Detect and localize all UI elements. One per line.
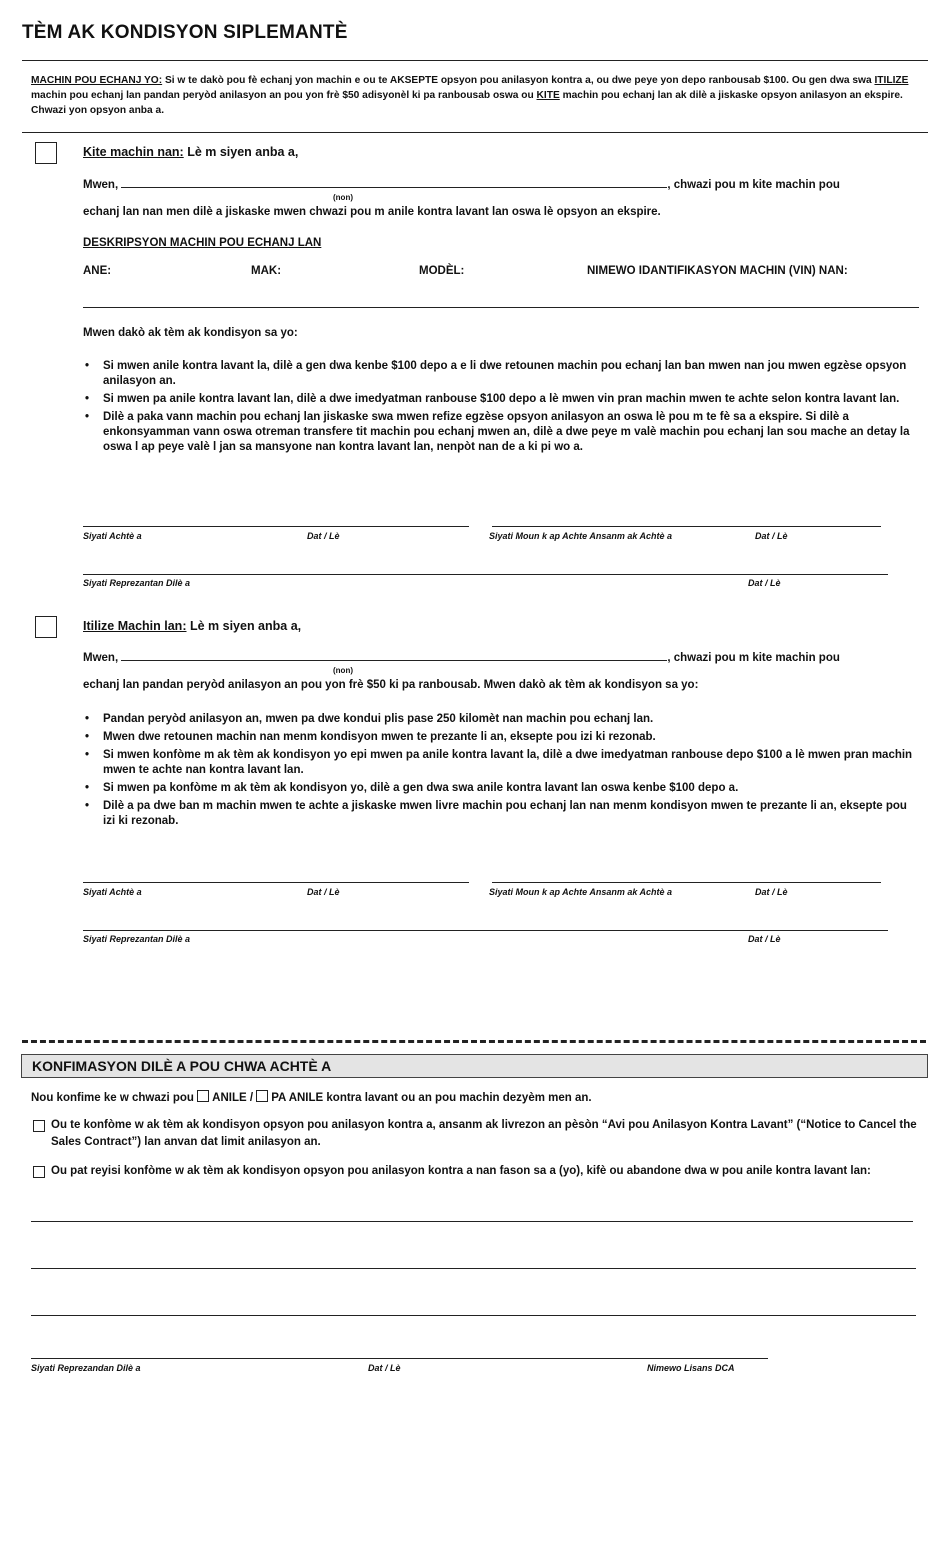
confirmation-header-bar bbox=[21, 1054, 928, 1078]
cut-line bbox=[22, 1040, 926, 1043]
date-label: Dat / Lè bbox=[748, 578, 781, 588]
confirm-pre: Nou konfime ke w chwazi pou bbox=[31, 1092, 194, 1104]
name-field[interactable] bbox=[121, 176, 667, 188]
anile-label: ANILE / bbox=[212, 1092, 254, 1104]
cobuyer-signature-label: Siyati Moun k ap Achte Ansanm ak Achtè a bbox=[489, 887, 673, 897]
license-label: Nimewo Lisans DCA bbox=[647, 1363, 735, 1373]
dealer-rep-signature-label: Siyati Reprezantan Dilè a bbox=[83, 934, 191, 944]
section2-bullets bbox=[83, 712, 921, 832]
confirm-option-1 bbox=[31, 1117, 921, 1151]
pa-anile-checkbox[interactable] bbox=[256, 1090, 268, 1102]
cobuyer-signature-field[interactable] bbox=[492, 882, 881, 883]
section1-heading bbox=[83, 145, 298, 159]
section2-line-end: , chwazi pou m kite machin pou bbox=[667, 652, 840, 664]
buyer-signature-label: Siyati Achtè a bbox=[83, 887, 142, 897]
list-item: • Si mwen pa anile kontra lavant lan, dilè a dwe imedyatman ranbouse $100 depo a lè mwen vin pran machin mwen te achte selon kontra lavant lan. bbox=[83, 392, 921, 407]
intro-text-3: machin pou echanj lan ak dilè a jiskaske opsyon anilasyon an ekspire. Chwazi yon opsyon anba a. bbox=[31, 90, 903, 116]
section2-heading bbox=[83, 619, 301, 633]
date-label: Dat / Lè bbox=[368, 1363, 401, 1373]
date-label: Dat / Lè bbox=[755, 887, 788, 897]
confirmation-line bbox=[31, 1090, 592, 1104]
intro-paragraph bbox=[31, 73, 921, 118]
anile-checkbox[interactable] bbox=[197, 1090, 209, 1102]
date-label: Dat / Lè bbox=[307, 887, 340, 897]
date-label: Dat / Lè bbox=[748, 934, 781, 944]
list-item: • Si mwen anile kontra lavant la, dilè a gen dwa kenbe $100 depo a e li dwe retounen machin pou echanj lan ban mwen nan jou mwen egzèse opsyon anilasyon an. bbox=[83, 359, 921, 389]
cobuyer-signature-label: Siyati Moun k ap Achte Ansanm ak Achtè a bbox=[489, 531, 673, 541]
list-item: • Dilè a pa dwe ban m machin mwen te achte a jiskaske mwen livre machin pou echanj lan nan menm kondisyon mwen te prezante li an, eksepte pou izi ki rezonab. bbox=[83, 799, 921, 829]
confirmation-heading: KONFIMASYON DILÈ A POU CHWA ACHTÈ A bbox=[32, 1058, 332, 1074]
option-2-text: Ou pat reyisi konfòme w ak tèm ak kondisyon opsyon pou anilasyon kontra a nan fason sa a (yo), kifè ou abandone dwa w pou anile kontra lavant lan: bbox=[51, 1165, 871, 1177]
buyer-signature-label: Siyati Achtè a bbox=[83, 531, 142, 541]
non-label: (non) bbox=[333, 666, 353, 675]
intro-kite: KITE bbox=[536, 90, 560, 101]
divider bbox=[22, 60, 928, 61]
confirmation-signature-field[interactable] bbox=[31, 1358, 768, 1359]
reason-line[interactable] bbox=[31, 1221, 913, 1222]
list-item: • Mwen dwe retounen machin nan menm kondisyon mwen te prezante li an, eksepte pou izi ki rezonab. bbox=[83, 730, 921, 745]
intro-text-1: Si w te dakò pou fè echanj yon machin e ou te AKSEPTE opsyon pou anilasyon kontra a, ou dwe peye yon depo ranbousab $100. Ou gen dwa swa bbox=[162, 75, 875, 86]
section1-heading-rest: Lè m siyen anba a, bbox=[183, 145, 299, 159]
section1-heading-label: Kite machin nan: bbox=[83, 145, 184, 159]
col-model: MODÈL: bbox=[419, 265, 465, 277]
buyer-signature-field[interactable] bbox=[83, 882, 469, 883]
section2-heading-rest: Lè m siyen anba a, bbox=[186, 619, 302, 633]
mwen-label: Mwen, bbox=[83, 652, 119, 664]
intro-itilize: ITILIZE bbox=[874, 75, 909, 86]
vehicle-description-heading: DESKRIPSYON MACHIN POU ECHANJ LAN bbox=[83, 237, 322, 249]
section1-bullets bbox=[83, 359, 921, 458]
reason-line[interactable] bbox=[31, 1315, 916, 1316]
divider bbox=[22, 132, 928, 133]
date-label: Dat / Lè bbox=[755, 531, 788, 541]
confirm-option-2 bbox=[31, 1163, 921, 1180]
col-vin: NIMEWO IDANTIFIKASYON MACHIN (VIN) NAN: bbox=[587, 265, 848, 277]
kite-machin-checkbox[interactable] bbox=[35, 142, 57, 164]
pa-anile-label: PA ANILE bbox=[271, 1092, 324, 1104]
itilize-machin-checkbox[interactable] bbox=[35, 616, 57, 638]
section2-line2: echanj lan pandan peryòd anilasyon an pou yon frè $50 ki pa ranbousab. Mwen dakò ak tèm ak kondisyon sa yo: bbox=[83, 679, 699, 691]
non-label: (non) bbox=[333, 193, 353, 202]
vehicle-info-field[interactable] bbox=[83, 307, 919, 308]
reason-line[interactable] bbox=[31, 1268, 916, 1269]
cobuyer-signature-field[interactable] bbox=[492, 526, 881, 527]
section2-name-line bbox=[83, 649, 840, 664]
dealer-signature-field[interactable] bbox=[83, 930, 888, 931]
agree-text: Mwen dakò ak tèm ak kondisyon sa yo: bbox=[83, 327, 298, 339]
option-1-checkbox[interactable] bbox=[33, 1120, 45, 1132]
name-field[interactable] bbox=[121, 649, 667, 661]
section1-name-line bbox=[83, 176, 840, 191]
buyer-signature-field[interactable] bbox=[83, 526, 469, 527]
section2-heading-label: Itilize Machin lan: bbox=[83, 619, 187, 633]
list-item: • Si mwen pa konfòme m ak tèm ak kondisyon yo, dilè a gen dwa swa anile kontra lavant lan oswa kenbe $100 depo a. bbox=[83, 781, 921, 796]
section1-line2: echanj lan nan men dilè a jiskaske mwen chwazi pou m anile kontra lavant lan oswa lè opsyon an ekspire. bbox=[83, 206, 661, 218]
page-title: TÈM AK KONDISYON SIPLEMANTÈ bbox=[22, 22, 348, 43]
list-item: • Pandan peryòd anilasyon an, mwen pa dwe kondui plis pase 250 kilomèt nan machin pou echanj lan. bbox=[83, 712, 921, 727]
dealer-rep-signature-label: Siyati Reprezandan Dilè a bbox=[31, 1363, 141, 1373]
dealer-signature-field[interactable] bbox=[83, 574, 888, 575]
dealer-rep-signature-label: Siyati Reprezantan Dilè a bbox=[83, 578, 191, 588]
intro-text-2: machin pou echanj lan pandan peryòd anilasyon an pou yon frè $50 adisyonèl ki pa ranbousab oswa ou bbox=[31, 90, 537, 101]
option-1-text: Ou te konfòme w ak tèm ak kondisyon opsyon pou anilasyon kontra a, ansanm ak livrezon an pèsòn “Avi pou Anilasyon Kontra Lavant” (“Notice to Cancel the Sales Contract”) lan anvan dat limit anilasyon an. bbox=[51, 1119, 917, 1148]
col-make: MAK: bbox=[251, 265, 282, 277]
col-year: ANE: bbox=[83, 265, 112, 277]
mwen-label: Mwen, bbox=[83, 179, 119, 191]
confirm-post: kontra lavant ou an pou machin dezyèm men an. bbox=[326, 1092, 592, 1104]
intro-label: MACHIN POU ECHANJ YO: bbox=[31, 75, 163, 86]
list-item: • Dilè a paka vann machin pou echanj lan jiskaske swa mwen refize egzèse opsyon anilasyon an oswa lè pou m te fè sa a ekspire. Si dilè a enkonsyamman vann oswa otreman transfere tit machin pou echanj mwen an, dilè a dwe peye m valè machin pou echanj lan sou mache an detay la oswa l ap peye valè l jan sa mansyone nan kontra lavant lan, nenpòt nan de a ki pi wo a. bbox=[83, 410, 921, 455]
date-label: Dat / Lè bbox=[307, 531, 340, 541]
list-item: • Si mwen konfòme m ak tèm ak kondisyon yo epi mwen pa anile kontra lavant la, dilè a dwe imedyatman ranbouse depo $100 a lè mwen pran machin mwen te achte nan kontra lavant lan. bbox=[83, 748, 921, 778]
option-2-checkbox[interactable] bbox=[33, 1166, 45, 1178]
section1-line-end: , chwazi pou m kite machin pou bbox=[667, 179, 840, 191]
